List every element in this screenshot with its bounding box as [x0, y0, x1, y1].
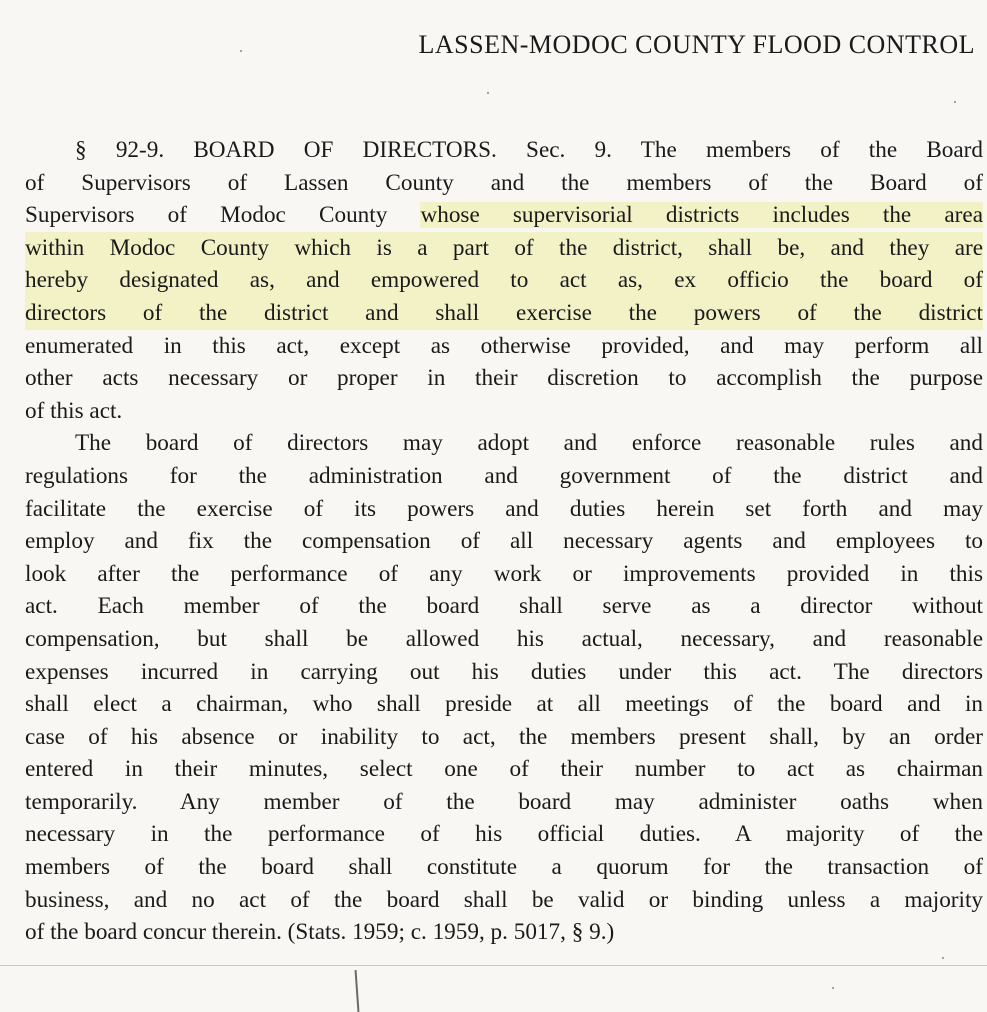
text-line: members of the board shall constitute a quorum for the transaction of [25, 854, 983, 881]
clipping-edge [0, 965, 987, 966]
page-header: LASSEN-MODOC COUNTY FLOOD CONTROL [418, 30, 975, 59]
text-line: The board of directors may adopt and enforce reasonable rules and [75, 430, 983, 457]
paragraph-2 [25, 427, 983, 949]
scan-speck [487, 92, 489, 94]
text-line: expenses incurred in carrying out his duties under this act. The directors [25, 658, 983, 685]
text-line: § 92-9. BOARD OF DIRECTORS. Sec. 9. The members of the Board [75, 137, 983, 163]
paragraph-1 [25, 134, 983, 427]
text-line: compensation, but shall be allowed his actual, necessary, and reasonable [25, 625, 983, 652]
text-line: shall elect a chairman, who shall preside at all meetings of the board and in [25, 691, 983, 718]
text-line-part: Supervisors of Modoc County [25, 202, 421, 229]
highlighted-text: whose supervisorial districts includes the area [420, 202, 983, 229]
scan-speck [832, 987, 834, 989]
scan-speck [942, 957, 944, 959]
text-line: case of his absence or inability to act, the members present shall, by an order [25, 723, 983, 750]
statute-body [25, 134, 983, 949]
text-line: look after the performance of any work or improvements provided in this [25, 560, 983, 587]
highlighted-line: hereby designated as, and empowered to act as, ex officio the board of [25, 264, 983, 297]
text-line: of the board concur therein. (Stats. 1959; c. 1959, p. 5017, § 9.) [25, 919, 615, 946]
text-line: necessary in the performance of his official duties. A majority of the [25, 821, 983, 848]
text-line: enumerated in this act, except as otherwise provided, and may perform all [25, 332, 983, 359]
scan-speck [954, 101, 956, 103]
text-line: temporarily. Any member of the board may administer oaths when [25, 788, 983, 815]
text-line [25, 199, 983, 232]
text-line: of Supervisors of Lassen County and the members of the Board of [25, 169, 983, 196]
highlighted-line: directors of the district and shall exercise the powers of the district [25, 297, 983, 330]
text-line: business, and no act of the board shall be valid or binding unless a majority [25, 886, 983, 913]
text-line: employ and fix the compensation of all necessary agents and employees to [25, 528, 983, 555]
text-line: facilitate the exercise of its powers and duties herein set forth and may [25, 495, 983, 522]
text-line: act. Each member of the board shall serve as a director without [25, 593, 983, 620]
pen-mark [355, 970, 360, 1012]
text-line: other acts necessary or proper in their discretion to accomplish the purpose [25, 365, 983, 392]
text-line: of this act. [25, 397, 123, 424]
text-line: regulations for the administration and government of the district and [25, 462, 983, 489]
highlighted-line: within Modoc County which is a part of the district, shall be, and they are [25, 232, 983, 265]
scan-speck [240, 50, 242, 52]
text-line: entered in their minutes, select one of their number to act as chairman [25, 756, 983, 783]
